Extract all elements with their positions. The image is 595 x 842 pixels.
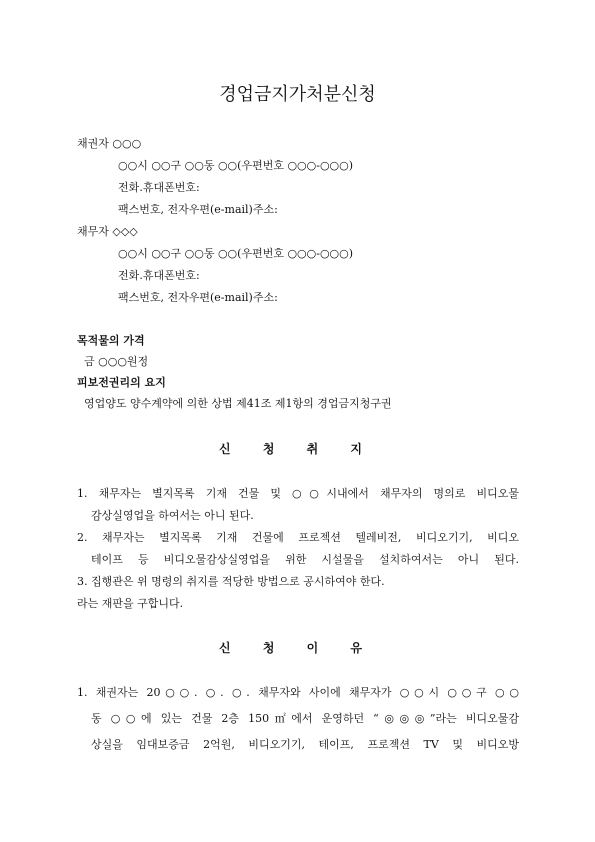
creditor-address: ○○시 ○○구 ○○동 ○○(우편번호 ○○○-○○○) — [118, 159, 354, 172]
preserved-right-text: 영업양도 양수계약에 의한 상법 제41조 제1항의 경업금지청구권 — [84, 397, 392, 410]
object-value-amount: 금 ○○○원정 — [84, 355, 149, 368]
debtor-phone: 전화․휴대폰번호: — [118, 269, 200, 282]
debtor-label: 채무자 ◇◇◇ — [77, 225, 138, 238]
reason-heading: 신 청 이 유 — [219, 641, 376, 655]
purpose-item-1-line-1: 1. 채무자는 별지목록 기재 건물 및 ○○시내에서 채무자의 명의로 비디오물 — [77, 487, 519, 500]
purpose-item-2-line-1: 2. 채무자는 별지목록 기재 건물에 프로젝션 텔레비전, 비디오기기, 비디오 — [77, 531, 519, 544]
creditor-label: 채권자 ○○○ — [77, 137, 142, 150]
object-value-heading: 목적물의 가격 — [77, 334, 145, 347]
preserved-right-heading: 피보전권리의 요지 — [77, 376, 166, 389]
purpose-item-3: 3. 집행관은 위 명령의 취지를 적당한 방법으로 공시하여야 한다. — [77, 575, 385, 588]
debtor-address: ○○시 ○○구 ○○동 ○○(우편번호 ○○○-○○○) — [118, 247, 354, 260]
purpose-heading: 신 청 취 지 — [219, 442, 376, 456]
purpose-item-1-line-2: 감상실영업을 하여서는 아니 된다. — [91, 509, 254, 522]
reason-line-1: 1. 채권자는 20○○. ○. ○. 채무자와 사이에 채무자가 ○○시 ○○구 ○○ — [77, 686, 519, 699]
reason-line-3: 상실을 임대보증금 2억원, 비디오기기, 테이프, 프로젝션 TV 및 비디오방 — [91, 738, 519, 751]
creditor-fax-email: 팩스번호, 전자우편(e-mail)주소: — [118, 203, 278, 216]
purpose-item-2-line-2: 테이프 등 비디오물감상실영업을 위한 시설물을 설치하여서는 아니 된다. — [91, 553, 519, 566]
reason-line-2: 동 ○○에 있는 건물 2층 150㎡에서 운영하던 “◎◎◎”라는 비디오물감 — [91, 712, 519, 725]
debtor-fax-email: 팩스번호, 전자우편(e-mail)주소: — [118, 291, 278, 304]
document-title: 경업금지가처분신청 — [219, 84, 376, 105]
purpose-closing: 라는 재판을 구합니다. — [77, 597, 184, 610]
creditor-phone: 전화․휴대폰번호: — [118, 181, 200, 194]
